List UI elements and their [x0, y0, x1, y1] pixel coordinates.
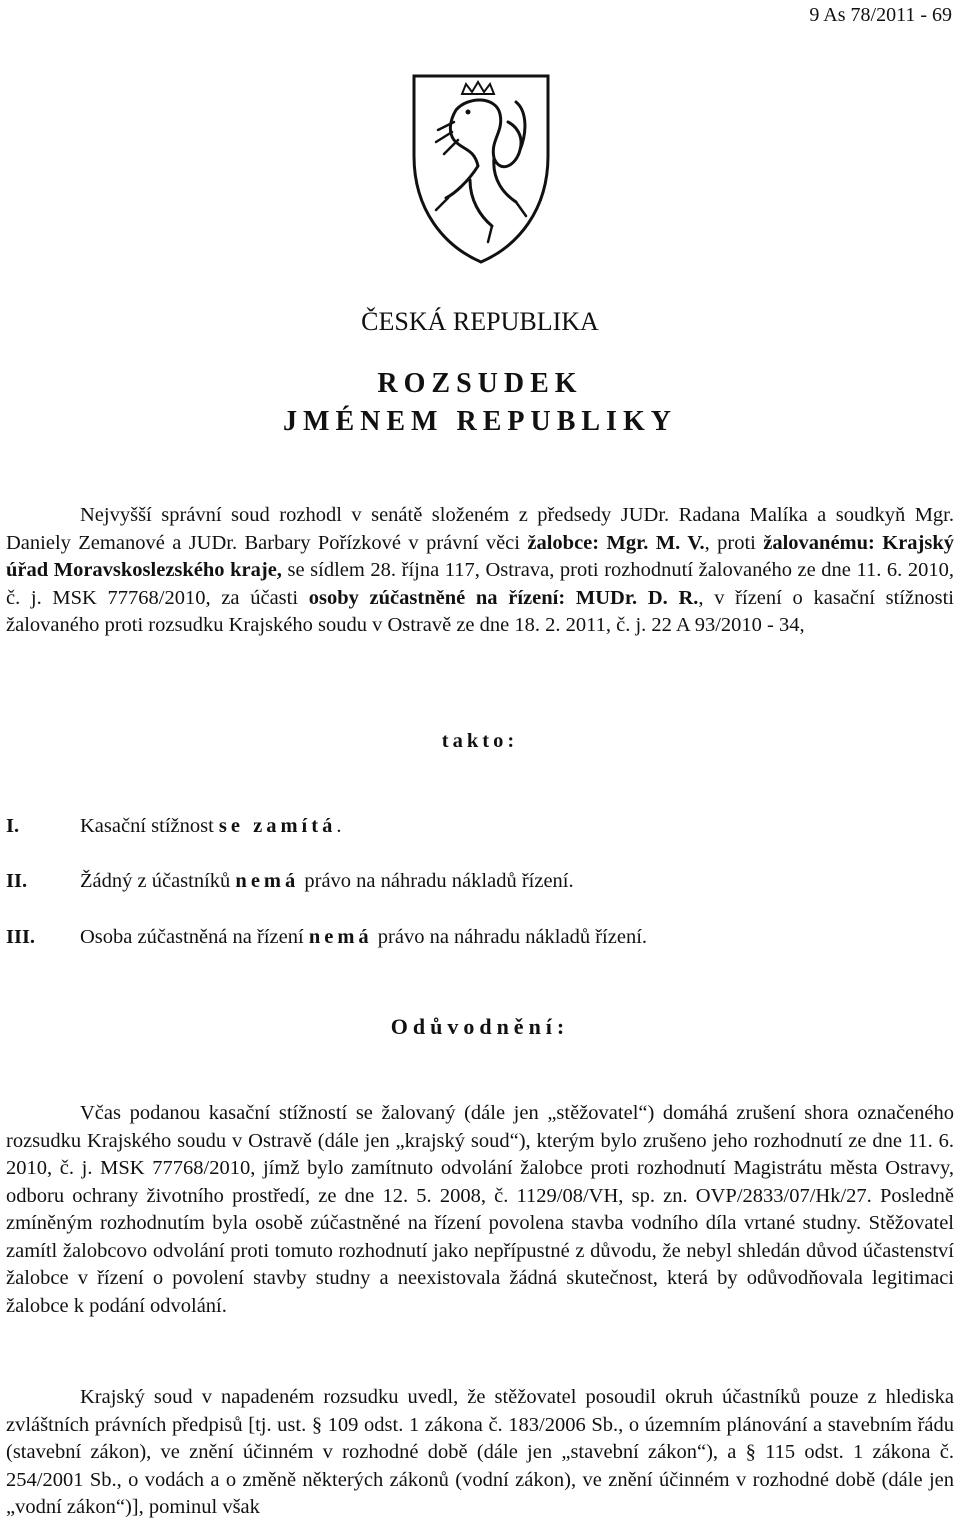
reasoning-paragraph: Včas podanou kasační stížností se žalovaný (dále jen „stěžovatel“) domáhá zrušení shora označeného rozsudku Krajského soudu v Ostravě (dále jen „krajský soud“), kterým bylo zrušeno jeho rozhodnutí ze dne 11. 6. 2010, č. j. MSK 77768/2010, jímž bylo zamítnuto odvolání žalobce proti rozhodnutí Magistrátu města Ostravy, odboru ochrany životního prostředí, ze dne 12. 5. 2008, č. 1129/08/VH, sp. zn. OVP/2833/07/Hk/27. Posledně zmíněným rozhodnutím byla osobě zúčastněné na řízení povolena stavba vodního díla vrtané studny. Stěžovatel zamítl žalobcovo odvolání proti tomuto rozhodnutí jako nepřípustné z důvodu, že nebyl shledán důvod účastenství žalobce v řízení o povolení stavby studny a neexistovala žádná skutečnost, která by odůvodňovala legitimaci žalobce k podání odvolání.: [6, 1102, 954, 1317]
reasoning-heading: Odůvodnění:: [390, 1014, 570, 1039]
page-reference: 9 As 78/2011 - 69: [809, 4, 952, 26]
judgment-title: ROZSUDEK: [377, 368, 583, 399]
reasoning-paragraph: Krajský soud v napadeném rozsudku uvedl, že stěžovatel posoudil okruh účastníků pouze z hlediska zvláštních právních předpisů [tj. ust. § 109 odst. 1 zákona č. 183/2006 Sb., o územním plánování a stavebním řádu (stavební zákon), ve znění účinném v rozhodné době (dále jen „stavební zákon“), a § 115 odst. 1 zákona č. 254/2001 Sb., o vodách a o změně některých zákonů (vodní zákon), ve znění účinném v rozhodné době (dále jen „vodní zákon“)], pominul však: [6, 1386, 954, 1518]
intro-paragraph: Nejvyšší správní soud rozhodl v senátě složeném z předsedy JUDr. Radana Malíka a soudkyň Mgr. Daniely Zemanové a JUDr. Barbary Pořízkové v právní věci žalobce: Mgr. M. V., proti žalovanému: Krajský úřad Moravskoslezského kraje, se sídlem 28. října 117, Ostrava, proti rozhodnutí žalovaného ze dne 11. 6. 2010, č. j. MSK 77768/2010, za účasti osoby zúčastněné na řízení: MUDr. D. R., v řízení o kasační stížnosti žalovaného proti rozsudku Krajského soudu v Ostravě ze dne 18. 2. 2011, č. j. 22 A 93/2010 - 34,: [6, 504, 954, 636]
takto-heading: takto:: [441, 730, 519, 752]
judgment-subtitle: JMÉNEM REPUBLIKY: [283, 406, 677, 437]
country-title: ČESKÁ REPUBLIKA: [361, 307, 599, 336]
state-emblem-image: [408, 70, 554, 266]
